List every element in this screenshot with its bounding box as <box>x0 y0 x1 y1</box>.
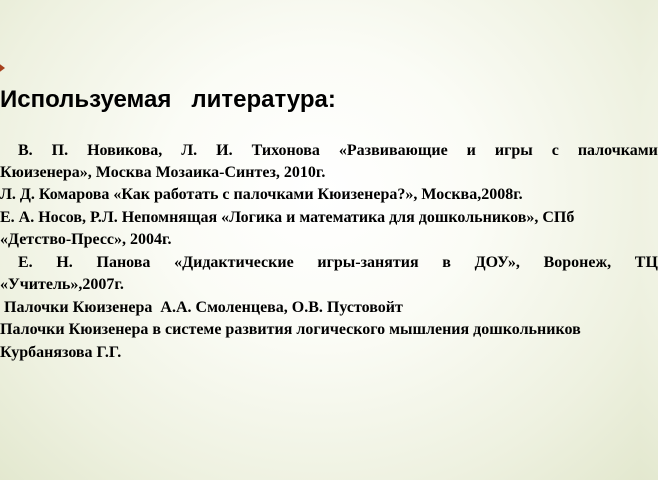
reference-6-line-1: Палочки Кюизенера в системе развития логического мышления дошкольников <box>0 321 581 338</box>
reference-2-line-1: Л. Д. Комарова «Как работать с палочками Кюизенера?», Москва,2008г. <box>0 186 523 203</box>
reference-3-line-1: Е. А. Носов, Р.Л. Непомнящая «Логика и математика для дошкольников», СПб <box>0 209 575 226</box>
reference-4-line-1: Е. Н. Панова «Дидактические игры-занятия в ДОУ», Воронеж, ТЦ <box>18 254 658 271</box>
reference-4-line-2: «Учитель»,2007г. <box>0 276 124 293</box>
reference-5-line-1: Палочки Кюизенера А.А. Смоленцева, О.В. Пустовойт <box>0 299 403 316</box>
reference-1-line-1: В. П. Новикова, Л. И. Тихонова «Развивающие и игры с палочками <box>18 142 658 159</box>
reference-3-line-2: «Детство-Пресс», 2004г. <box>0 231 172 248</box>
page-title: Используемая литература: <box>0 86 336 113</box>
reference-6-line-2: Курбанязова Г.Г. <box>0 344 122 361</box>
reference-1-line-2: Кюизенера», Москва Мозаика-Синтез, 2010г. <box>0 164 326 181</box>
triangle-bullet-icon <box>0 62 5 74</box>
